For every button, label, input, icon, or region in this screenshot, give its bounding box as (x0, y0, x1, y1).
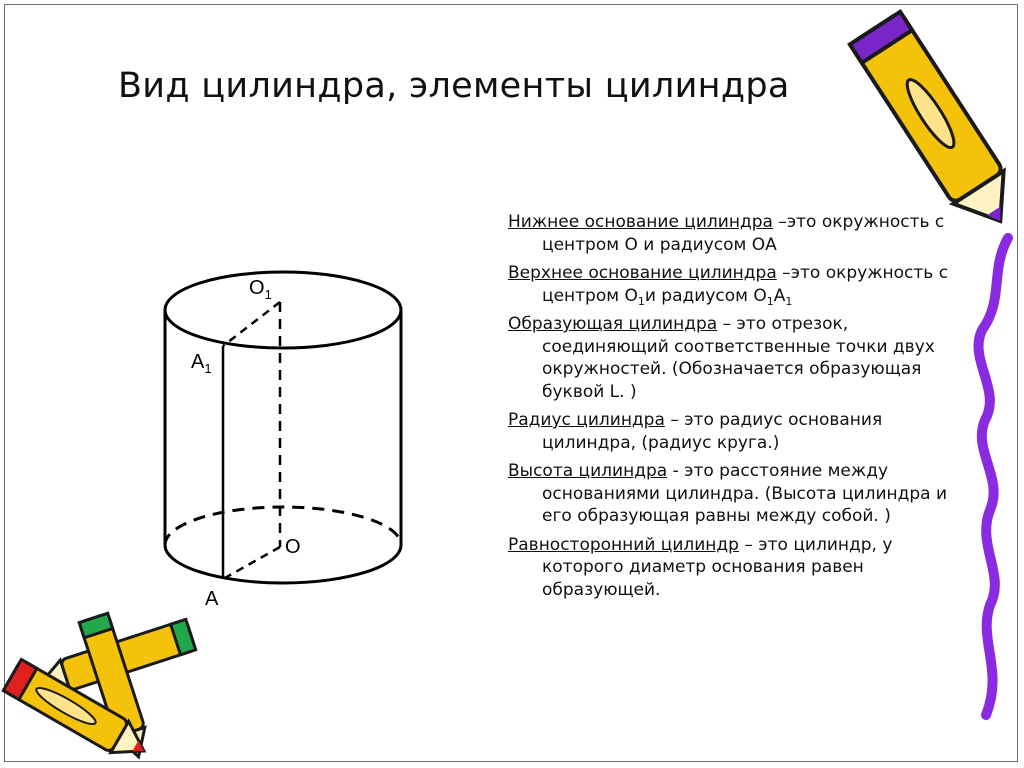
pencil-icon (850, 12, 1024, 238)
term-radius: Радиус цилиндра (508, 410, 665, 430)
squiggle-line (979, 238, 1008, 715)
definition-text: - это расстояние между основаниями цилиндра. (Высота цилиндра и его образующая равны между собой. ) (542, 461, 948, 526)
label-o1: $O_1$ (249, 277, 272, 302)
definition-text: и радиусом О (644, 285, 767, 306)
term-equilateral: Равносторонний цилиндр (508, 534, 739, 555)
definition-text: –это окружность с центром О и радиусом ОА (542, 212, 945, 255)
term-upper-base: Верхнее основание цилиндра (508, 263, 777, 283)
subscript: 1 (785, 294, 793, 308)
definition-text: А (773, 285, 786, 306)
slide-title: Вид цилиндра, элементы цилиндра (118, 66, 790, 106)
definition-text: –это окружность с центром О (542, 263, 949, 306)
label-o: O (285, 536, 301, 558)
label-a: A (205, 588, 219, 610)
pencils-icon (3, 613, 195, 766)
term-generatrix: Образующая цилиндра (508, 314, 718, 334)
definition-text: – это отрезок, соединяющий соответственные точки двух окружностей. (Обозначается образующая буквой L. ) (542, 314, 935, 402)
label-a1: $A_1$ (191, 351, 212, 376)
term-lower-base: Нижнее основание цилиндра (508, 212, 773, 232)
subscript: 1 (766, 294, 774, 308)
subscript: 1 (637, 294, 645, 308)
term-height: Высота цилиндра (508, 461, 668, 481)
definition-text: – это радиус основания цилиндра, (радиус круга.) (542, 410, 883, 453)
definition-text: – это цилиндр, у которого диаметр основания равен образующей. (542, 534, 893, 600)
